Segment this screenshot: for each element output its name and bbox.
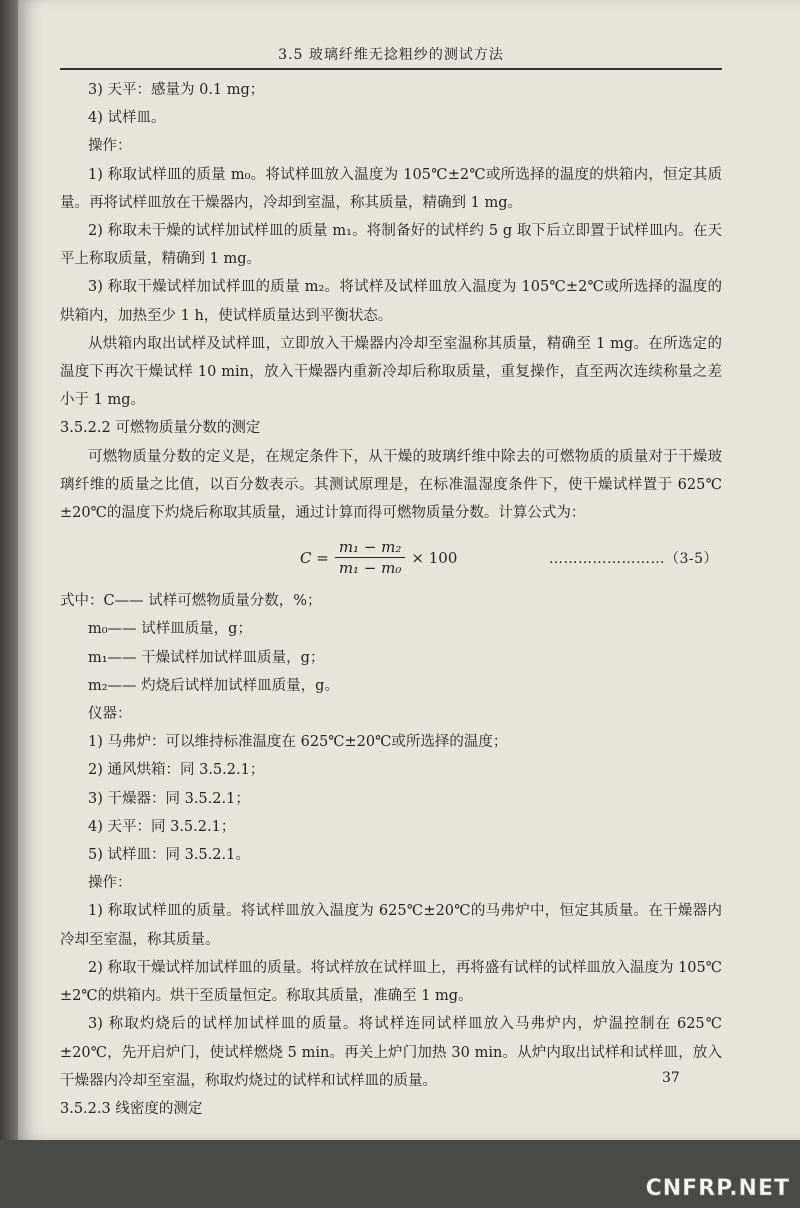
paragraph: m₂—— 灼烧后试样加试样皿质量，g。 [88,677,339,694]
paragraph: 4) 天平：同 3.5.2.1； [88,818,236,835]
paragraph: 3) 干燥器：同 3.5.2.1； [88,790,250,807]
paragraph: 3) 称取灼烧后的试样加试样皿的质量。将试样连同试样皿放入马弗炉内，炉温控制在 625℃±20℃，先开启炉门，使试样燃烧 5 min。再关上炉门加热 30 min。从炉内取出试样和试样皿，放入干燥器内冷却至室温，称取灼烧过的试样和试样皿的质量。 [60,1016,722,1089]
running-header-text: 3.5 玻璃纤维无捻粗纱的测试方法 [278,47,504,63]
paragraph: 2) 称取未干燥的试样加试样皿的质量 m₁。将制备好的试样约 5 g 取下后立即置于试样皿内。在天平上称取质量，精确到 1 mg。 [60,223,722,268]
paragraph: m₁—— 干燥试样加试样皿质量，g； [88,649,325,666]
page-body [60,76,722,1123]
section-line: 3.5.2.2 可燃物质量分数的测定 [60,420,261,437]
paragraph: 从烘箱内取出试样及试样皿，立即放入干燥器内冷却至室温称其质量，精确至 1 mg。在所选定的温度下再次干燥试样 10 min，放入干燥器内重新冷却后称取质量，重复操作，直至两次连续称量之差小于 1 mg。 [60,335,722,409]
paragraph: 操作： [88,138,132,155]
paragraph: 3) 天平：感量为 0.1 mg； [88,82,265,98]
book-spine-shadow [0,0,18,1140]
section-line: 3.5.2.3 线密度的测定 [60,1100,203,1117]
paragraph: 5) 试样皿：同 3.5.2.1。 [88,847,250,864]
running-header [60,36,722,70]
paragraph: 3) 称取干燥试样加试样皿的质量 m₂。将试样及试样皿放入温度为 105℃±2℃或所选择的温度的烘箱内，加热至少 1 h，使试样质量达到平衡状态。 [60,279,722,324]
paragraph: 仪器： [88,706,132,723]
paragraph: 4) 试样皿。 [88,110,166,127]
paragraph: 可燃物质量分数的定义是，在规定条件下，从干燥的玻璃纤维中除去的可燃物质的质量对于干燥玻璃纤维的质量之比值，以百分数表示。其测试原理是，在标准温湿度条件下，使干燥试样置于 625℃±20℃的温度下灼烧后称取其质量，通过计算而得可燃物质量分数。计算公式为： [60,448,722,522]
formula-lhs: C = [300,548,329,567]
section-line: 式中：C—— 试样可燃物质量分数，%； [60,593,322,610]
formula-3-5 [60,531,722,581]
watermark-logo: CNFRP.NET [645,1176,790,1201]
formula-denominator: m₁ − m₀ [338,559,402,578]
formula-number: ……………………（3-5） [548,551,718,568]
paragraph: 1) 称取试样皿的质量 m₀。将试样皿放入温度为 105℃±2℃或所选择的温度的烘箱内，恒定其质量。再将试样皿放在干燥器内，冷却到室温，称其质量，精确到 1 mg。 [60,166,722,211]
formula-numerator: m₁ − m₂ [335,537,406,558]
text-block-1 [60,76,722,527]
formula-expression [300,537,457,578]
paragraph: m₀—— 试样皿质量，g； [88,621,252,638]
formula-fraction [335,537,406,578]
paragraph: 1) 马弗炉：可以维持标准温度在 625℃±20℃或所选择的温度； [88,734,508,751]
page-number: 37 [662,1070,680,1086]
paragraph: 2) 称取干燥试样加试样皿的质量。将试样放在试样皿上，再将盛有试样的试样皿放入温度为 105℃±2℃的烘箱内。烘干至质量恒定。称取其质量，准确至 1 mg。 [60,959,722,1005]
paragraph: 2) 通风烘箱：同 3.5.2.1； [88,762,265,779]
formula-factor: × 100 [411,548,458,567]
paragraph: 操作： [88,875,132,892]
paragraph: 1) 称取试样皿的质量。将试样皿放入温度为 625℃±20℃的马弗炉中，恒定其质量。在干燥器内冷却至室温，称其质量。 [60,903,722,948]
text-block-2 [60,587,722,1123]
